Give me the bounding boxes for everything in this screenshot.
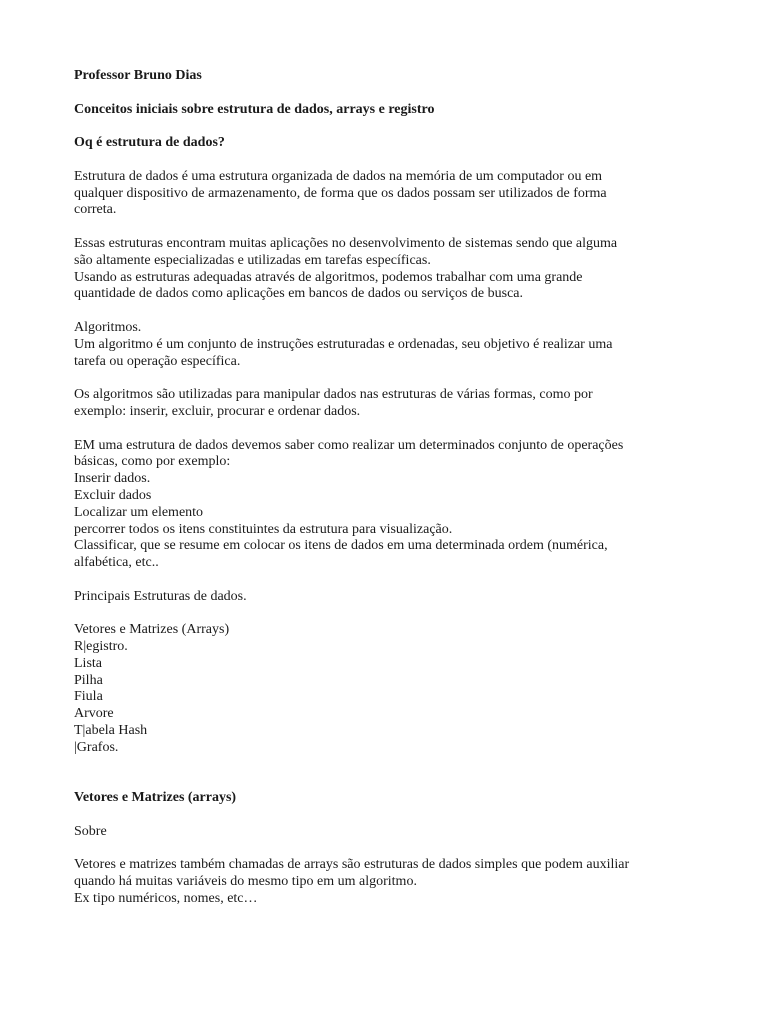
usage-paragraph (74, 387, 714, 421)
list-item: alfabética, etc.. (74, 555, 159, 571)
list-item: Vetores e Matrizes (Arrays) (74, 622, 230, 638)
list-item: R|egistro. (74, 639, 128, 655)
paragraph-line: Um algoritmo é um conjunto de instruções estruturadas e ordenadas, seu objetivo é realizar uma (74, 336, 613, 352)
list-item: T|abela Hash (74, 723, 148, 739)
paragraph-line: exemplo: inserir, excluir, procurar e ordenar dados. (74, 403, 361, 419)
paragraph-line: EM uma estrutura de dados devemos saber como realizar um determinados conjunto de operações (74, 437, 624, 453)
list-item: Lista (74, 655, 102, 671)
list-item: Pilha (74, 672, 103, 688)
main-structures-heading: Principais Estruturas de dados. (74, 588, 247, 604)
paragraph-line: tarefa ou operação específica. (74, 353, 241, 369)
paragraph-line: básicas, como por exemplo: (74, 454, 231, 470)
question-heading: Oq é estrutura de dados? (74, 135, 225, 151)
list-item: Fiula (74, 689, 103, 705)
intro-paragraph (74, 169, 714, 219)
paragraph-line: quando há muitas variáveis do mesmo tipo em um algoritmo. (74, 874, 417, 890)
arrays-paragraph (74, 857, 714, 907)
paragraph-line: Essas estruturas encontram muitas aplicações no desenvolvimento de sistemas sendo que alguma (74, 235, 618, 251)
paragraph-line: qualquer dispositivo de armazenamento, de forma que os dados possam ser utilizados de forma (74, 185, 607, 201)
sobre-label: Sobre (74, 823, 107, 839)
paragraph-line: Vetores e matrizes também chamadas de arrays são estruturas de dados simples que podem auxiliar (74, 857, 630, 873)
list-item: Excluir dados (74, 487, 152, 503)
document-page (74, 68, 714, 908)
operations-paragraph (74, 438, 714, 572)
list-item: |Grafos. (74, 739, 119, 755)
paragraph-line: Os algoritmos são utilizadas para manipular dados nas estruturas de várias formas, como por (74, 387, 593, 403)
paragraph-line: Ex tipo numéricos, nomes, etc… (74, 891, 258, 907)
section-heading: Vetores e Matrizes (arrays) (74, 790, 237, 806)
paragraph-line: são altamente especializadas e utilizadas em tarefas específicas. (74, 252, 431, 268)
list-item: Localizar um elemento (74, 504, 204, 520)
author-name: Professor Bruno Dias (74, 68, 202, 83)
list-item: Arvore (74, 706, 114, 722)
paragraph-line: correta. (74, 202, 117, 218)
paragraph-line: quantidade de dados como aplicações em bancos de dados ou serviços de busca. (74, 286, 524, 302)
paragraph-line: Usando as estruturas adequadas através de algoritmos, podemos trabalhar com uma grande (74, 269, 583, 285)
list-item: percorrer todos os itens constituintes da estrutura para visualização. (74, 521, 453, 537)
applications-paragraph (74, 236, 714, 303)
structures-list (74, 622, 714, 756)
list-item: Inserir dados. (74, 471, 151, 487)
algorithms-paragraph (74, 320, 714, 370)
paragraph-line: Estrutura de dados é uma estrutura organizada de dados na memória de um computador ou em (74, 168, 603, 184)
paragraph-line: Algoritmos. (74, 319, 142, 335)
list-item: Classificar, que se resume em colocar os itens de dados em uma determinada ordem (numérica, (74, 538, 608, 554)
document-title: Conceitos iniciais sobre estrutura de dados, arrays e registro (74, 101, 435, 117)
